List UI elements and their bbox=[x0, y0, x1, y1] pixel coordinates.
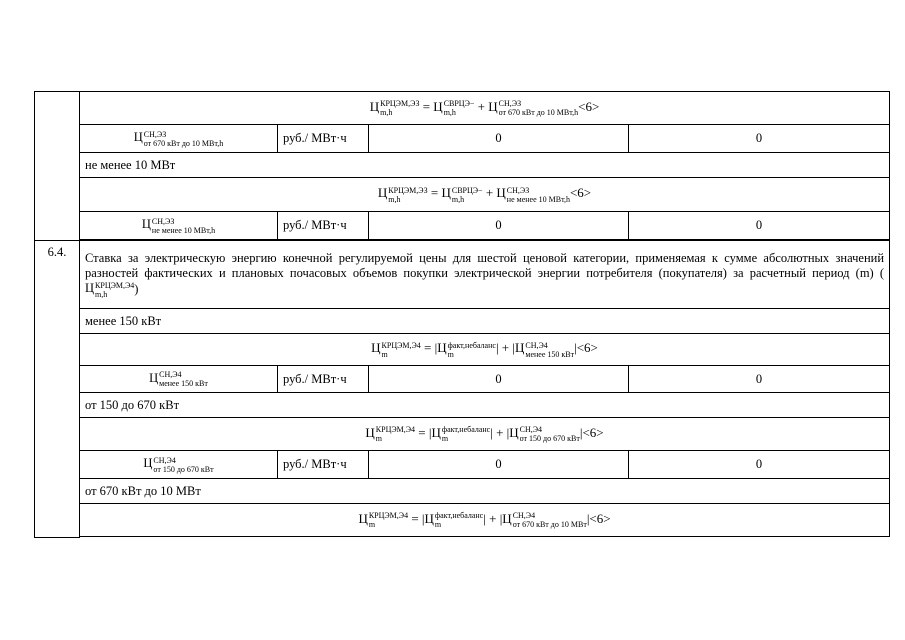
rate-symbol: Ц СН,ЭЗ не менее 10 МВт,h bbox=[80, 212, 278, 240]
unit-cell: руб./ МВт·ч bbox=[278, 366, 369, 393]
value-cell: 0 bbox=[629, 212, 890, 240]
section-6-4-row: 6.4. Ставка за электрическую энергию конечной регулируемой цены для шестой ценовой категории, применяемая к сумме абсолютных значений разностей фактических и плановых почасовых объемов покупки электрической энергии потребителя (покупателя) за расчетный период (m) ( Ц КРЦЭМ,Э4 m,h ) bbox=[35, 241, 890, 309]
value-cell: 0 bbox=[629, 366, 890, 393]
value-cell: 0 bbox=[369, 366, 629, 393]
section-number-cell bbox=[35, 92, 80, 241]
rate-symbol: Ц СН,ЭЗ от 670 кВт до 10 МВт,h bbox=[80, 125, 278, 153]
section-number: 6.4. bbox=[35, 241, 80, 538]
label-row: от 670 кВт до 10 МВт bbox=[35, 479, 890, 504]
value-cell: 0 bbox=[629, 451, 890, 479]
value-cell: 0 bbox=[629, 125, 890, 153]
formula-row-e3-670-10 bbox=[35, 92, 890, 125]
formula: Ц КРЦЭМ,Э4 m = |Ц факт,небаланс m | + |Ц СН,Э4 менее 150 кВт |<6> bbox=[371, 340, 598, 359]
value-cell: 0 bbox=[369, 212, 629, 240]
rate-symbol: Ц СН,Э4 менее 150 кВт bbox=[80, 366, 278, 393]
tariff-table bbox=[34, 91, 890, 538]
formula-row-e3-10 bbox=[35, 178, 890, 212]
unit-cell: руб./ МВт·ч bbox=[278, 451, 369, 479]
unit-cell: руб./ МВт·ч bbox=[278, 125, 369, 153]
label-row: от 150 до 670 кВт bbox=[35, 393, 890, 418]
value-row-e4-150-670 bbox=[35, 451, 890, 479]
label-row: менее 150 кВт bbox=[35, 309, 890, 334]
value-row-e3-670-10 bbox=[35, 125, 890, 153]
label-row: не менее 10 МВт bbox=[35, 153, 890, 178]
formula: Ц КРЦЭМ,ЭЗ m,h = Ц СВРЦЭ− m,h + Ц СН,ЭЗ не менее 10 МВт,h <6> bbox=[377, 185, 592, 204]
formula-row-e4-150-670 bbox=[35, 418, 890, 451]
value-cell: 0 bbox=[369, 451, 629, 479]
formula: Ц КРЦЭМ,Э4 m = |Ц факт,небаланс m | + |Ц СН,Э4 от 150 до 670 кВт |<6> bbox=[365, 424, 604, 443]
formula: Ц КРЦЭМ,ЭЗ m,h = Ц СВРЦЭ− m,h + Ц СН,ЭЗ от 670 кВт до 10 МВт,h <6> bbox=[369, 98, 600, 117]
value-row-e4-150 bbox=[35, 366, 890, 393]
rate-symbol: Ц СН,Э4 от 150 до 670 кВт bbox=[80, 451, 278, 479]
value-cell: 0 bbox=[369, 125, 629, 153]
formula-row-e4-670-10 bbox=[35, 504, 890, 537]
formula-row-e4-150 bbox=[35, 334, 890, 366]
value-row-e3-10 bbox=[35, 212, 890, 240]
formula: Ц КРЦЭМ,Э4 m = |Ц факт,небаланс m | + |Ц СН,Э4 от 670 кВт до 10 МВт |<6> bbox=[358, 510, 611, 529]
section-description: Ставка за электрическую энергию конечной регулируемой цены для шестой ценовой категории, применяемая к сумме абсолютных значений разностей фактических и плановых почасовых объемов покупки электрической энергии потребителя (покупателя) за расчетный период (m) ( bbox=[85, 250, 885, 280]
unit-cell: руб./ МВт·ч bbox=[278, 212, 369, 240]
